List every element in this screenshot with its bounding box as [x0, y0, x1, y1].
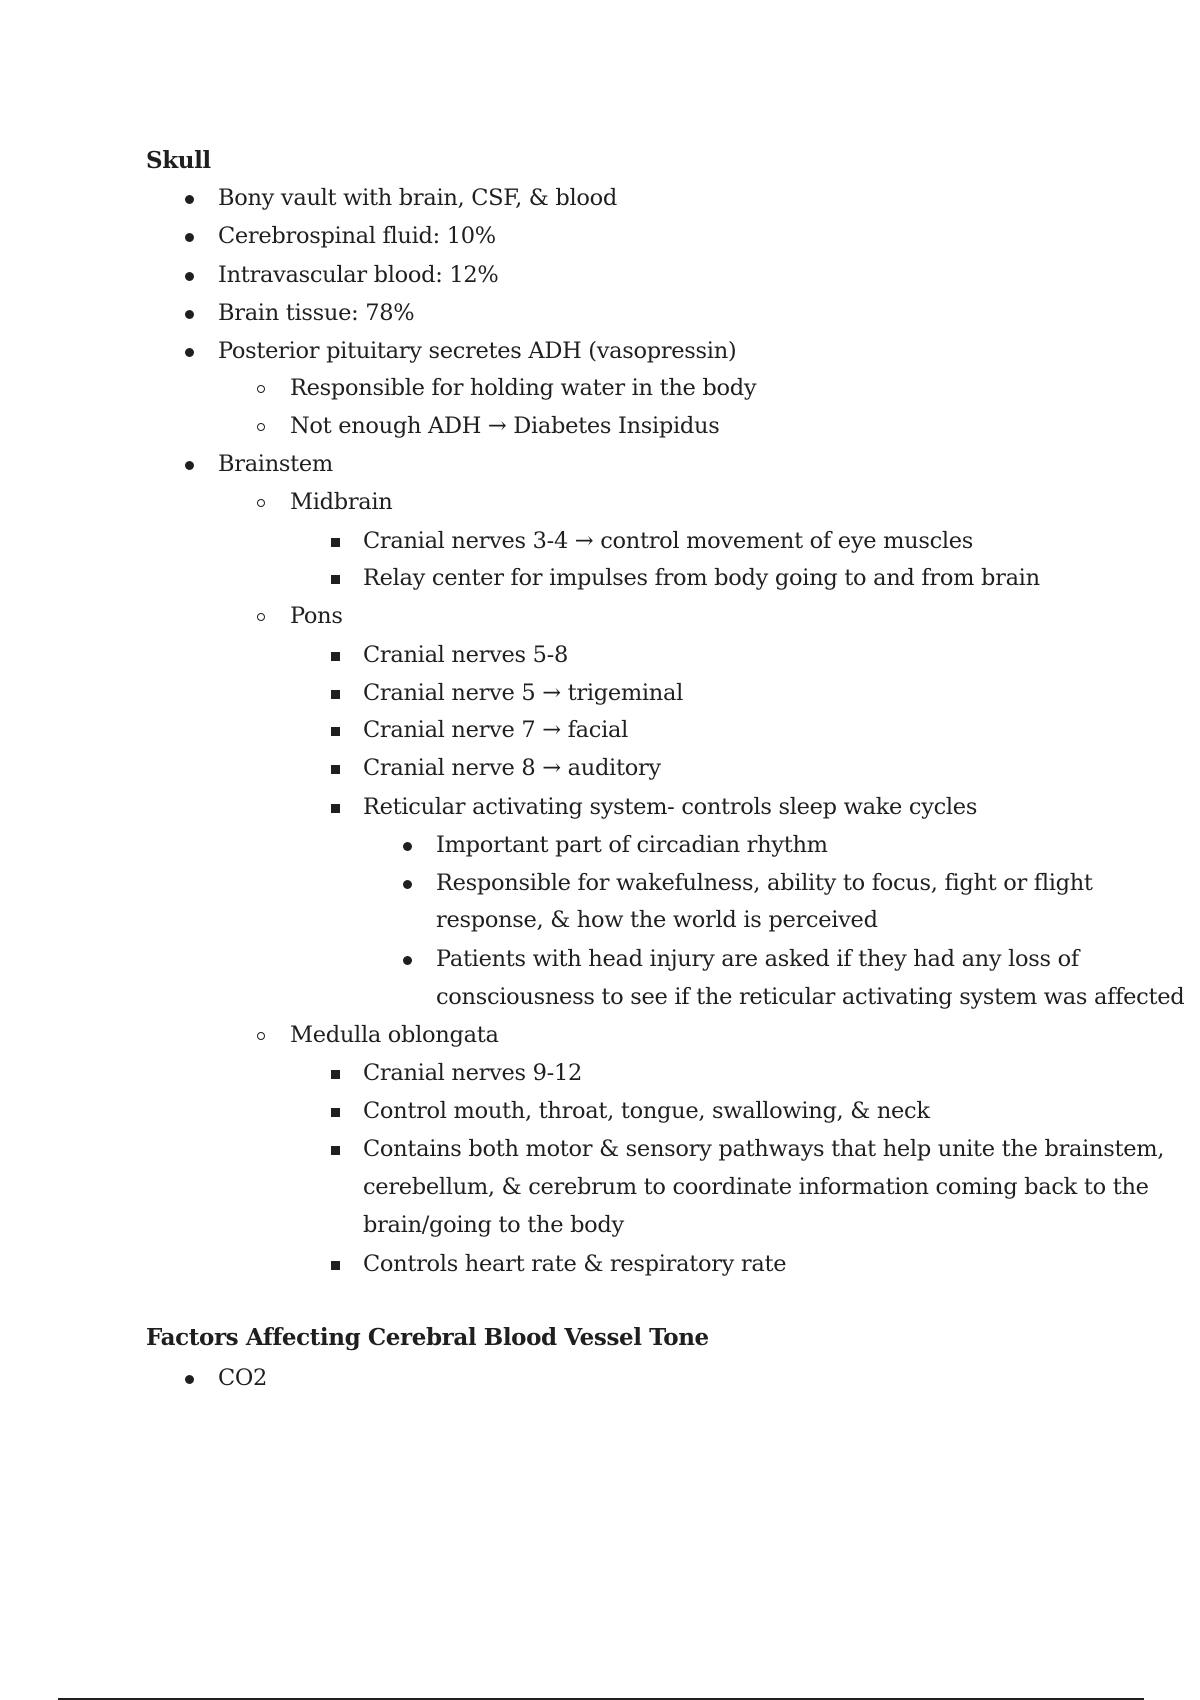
list-item-continuation: cerebellum, & cerebrum to coordinate information coming back to the [363, 1174, 1149, 1200]
bullet-disc-icon [185, 461, 194, 470]
bullet-square-icon [331, 652, 340, 661]
list-item: Pons [290, 603, 343, 629]
list-item: Reticular activating system- controls sleep wake cycles [363, 794, 978, 820]
bullet-disc-icon [185, 233, 194, 242]
bullet-circle-icon [257, 1032, 265, 1040]
bullet-disc-icon [185, 195, 194, 204]
bullet-circle-icon [257, 423, 265, 431]
list-item: Cranial nerves 9-12 [363, 1060, 582, 1086]
bullet-square-icon [331, 575, 340, 584]
list-item: Cranial nerve 7 → facial [363, 717, 628, 743]
list-item: Posterior pituitary secretes ADH (vasopressin) [218, 338, 737, 364]
list-item: Intravascular blood: 12% [218, 262, 499, 288]
bullet-square-icon [331, 538, 340, 547]
list-item: Cranial nerves 5-8 [363, 642, 568, 668]
bullet-disc-icon [185, 310, 194, 319]
bullet-disc-icon [403, 842, 412, 851]
list-item: Responsible for wakefulness, ability to focus, fight or flight [436, 870, 1093, 896]
list-item: Brainstem [218, 451, 333, 477]
list-item: Important part of circadian rhythm [436, 832, 828, 858]
list-item: Contains both motor & sensory pathways that help unite the brainstem, [363, 1136, 1165, 1162]
list-item: Cranial nerve 5 → trigeminal [363, 680, 683, 706]
list-item-continuation: consciousness to see if the reticular activating system was affected [436, 984, 1185, 1010]
section-heading-cerebral-blood-vessel-tone: Factors Affecting Cerebral Blood Vessel Tone [146, 1324, 709, 1351]
bullet-circle-icon [257, 613, 265, 621]
list-item: CO2 [218, 1365, 268, 1391]
list-item: Medulla oblongata [290, 1022, 499, 1048]
bullet-disc-icon [185, 348, 194, 357]
bullet-square-icon [331, 1146, 340, 1155]
list-item: Cranial nerve 8 → auditory [363, 755, 661, 781]
list-item: Brain tissue: 78% [218, 300, 415, 326]
bullet-circle-icon [257, 499, 265, 507]
list-item: Control mouth, throat, tongue, swallowing, & neck [363, 1098, 930, 1124]
bullet-disc-icon [403, 956, 412, 965]
section-heading-skull: Skull [146, 147, 211, 174]
list-item: Controls heart rate & respiratory rate [363, 1251, 787, 1277]
bullet-square-icon [331, 1070, 340, 1079]
list-item: Patients with head injury are asked if they had any loss of [436, 946, 1079, 972]
bullet-square-icon [331, 690, 340, 699]
list-item-continuation: brain/going to the body [363, 1212, 624, 1238]
bullet-circle-icon [257, 385, 265, 393]
bullet-square-icon [331, 727, 340, 736]
list-item: Not enough ADH → Diabetes Insipidus [290, 413, 720, 439]
list-item: Cranial nerves 3-4 → control movement of eye muscles [363, 528, 974, 554]
list-item: Responsible for holding water in the body [290, 375, 757, 401]
list-item: Bony vault with brain, CSF, & blood [218, 185, 617, 211]
list-item: Cerebrospinal fluid: 10% [218, 223, 496, 249]
bullet-disc-icon [403, 880, 412, 889]
bullet-disc-icon [185, 1375, 194, 1384]
bullet-disc-icon [185, 272, 194, 281]
bullet-square-icon [331, 765, 340, 774]
bullet-square-icon [331, 1261, 340, 1270]
list-item-continuation: response, & how the world is perceived [436, 907, 878, 933]
list-item: Midbrain [290, 489, 393, 515]
list-item: Relay center for impulses from body going to and from brain [363, 565, 1040, 591]
bullet-square-icon [331, 1108, 340, 1117]
bullet-square-icon [331, 804, 340, 813]
